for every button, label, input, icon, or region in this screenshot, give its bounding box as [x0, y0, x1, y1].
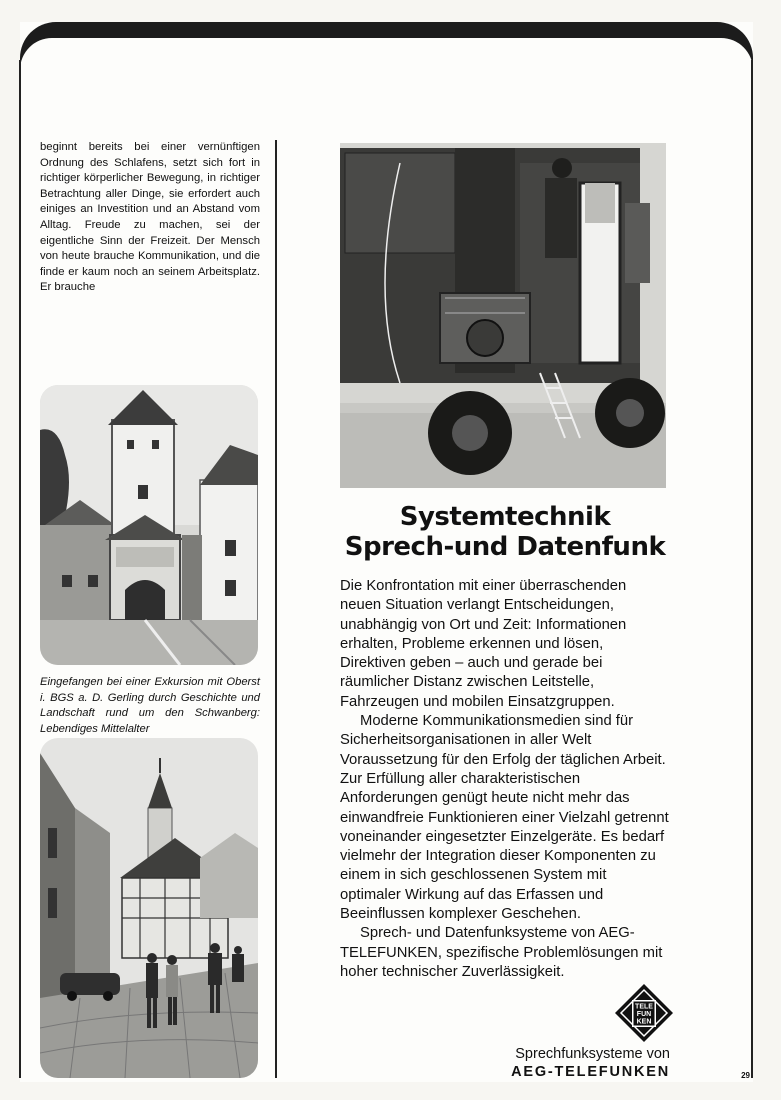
telefunken-logo	[614, 983, 674, 1043]
right-border-rule	[751, 60, 753, 1078]
column-divider	[275, 140, 277, 1078]
logo-text-2: FUN	[636, 1011, 652, 1018]
body-paragraph-3: Sprech- und Datenfunksysteme von AEG-TELEFUNKEN, spezifische Problemlösungen mit hoher technischer Zuverlässigkeit.	[340, 925, 663, 980]
brand-tagline: Sprechfunksysteme von	[515, 1046, 670, 1062]
brand-name: AEG-TELEFUNKEN	[511, 1064, 670, 1080]
town-gate-photo	[40, 385, 258, 665]
headline-line-2: Sprech-und Datenfunk	[344, 532, 666, 562]
radio-truck-photo	[340, 143, 666, 488]
logo-text-1: TELE	[635, 1003, 653, 1011]
left-border-rule	[19, 60, 21, 1078]
logo-text-3: KEN	[636, 1018, 652, 1026]
intro-text: beginnt bereits bei einer vernünftigen Ordnung des Schlafens, setzt sich fort in richtiger körperlicher Bewegung, in richtiger Betrachtung aller Dinge, sie erfordert auch einiges an Investition und an Abstand vom Alltag. Freude zu machen, sei der eigentliche Sinn der Freizeit. Der Mensch von heute brauche Kommunikation, und die finde er kaum noch an seinem Arbeitsplatz. Er brauche	[40, 141, 260, 294]
page-number: 29	[741, 1071, 750, 1080]
photo-caption: Eingefangen bei einer Exkursion mit Oberst i. BGS a. D. Gerling durch Geschichte und Landschaft rund um den Schwanberg: Lebendiges Mittelalter	[40, 676, 260, 735]
top-band-inner	[20, 38, 753, 78]
body-paragraph-1: Die Konfrontation mit einer überraschenden neuen Situation verlangt Entscheidungen, unabhängig von Ort und Zeit: Informationen erhalten, Probleme erkennen und lösen, Direktiven geben – auch und gerade bei räumlicher Distanz zwischen Leitstelle, Fahrzeugen und mobilen Einsatzgruppen.	[340, 578, 627, 710]
body-paragraph-2: Moderne Kommunikationsmedien sind für Sicherheitsorganisationen in aller Welt Voraussetzung für den Erfolg der täglichen Arbeit. Zur Erfüllung aller charakteristischen Anforderungen genügt heute nicht mehr das einwandfreie Funktionieren einer Vielzahl getrennt voneinander eingesetzter Einzelgeräte. Es bedarf vielmehr der Integration dieser Komponenten zu einem in sich geschlossenen System mit optimaler Wirkung auf das Erfassen und Beeinflussen komplexer Geschehen.	[340, 713, 669, 923]
headline-line-1: Systemtechnik	[399, 502, 611, 532]
old-town-street-photo	[40, 738, 258, 1078]
headline	[330, 502, 680, 562]
body-text	[340, 577, 670, 982]
